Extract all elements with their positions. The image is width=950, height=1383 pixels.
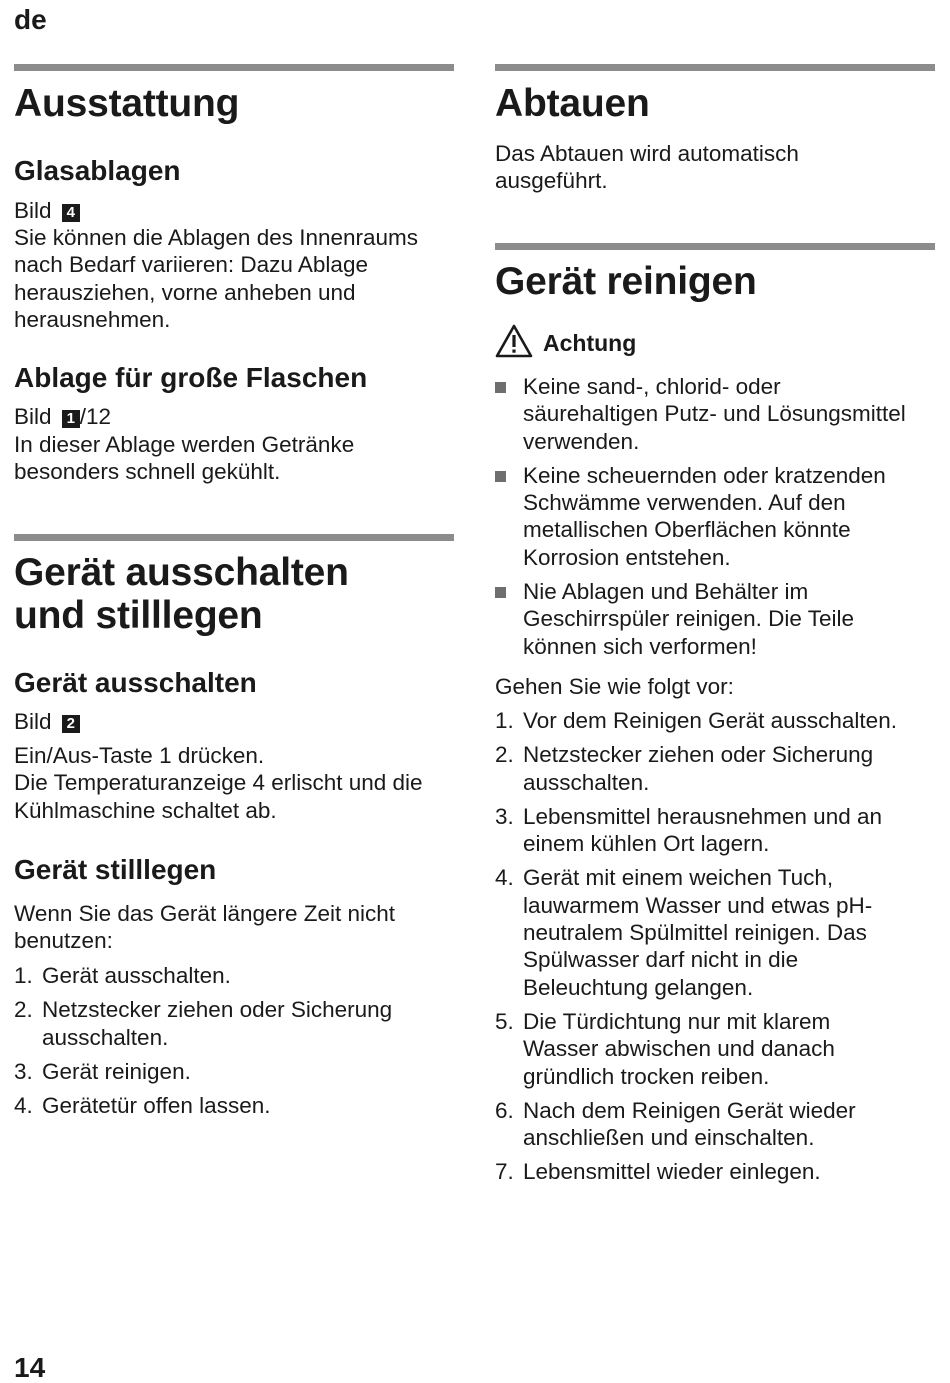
figure-label: Bild bbox=[14, 709, 52, 734]
text-line: Ein/Aus-Taste 1 drücken. bbox=[14, 743, 265, 768]
list-item bbox=[14, 1058, 454, 1085]
paragraph-abtauen bbox=[495, 140, 935, 195]
list-item bbox=[495, 707, 935, 734]
text-line: Lebensmittel herausnehmen und an bbox=[523, 803, 883, 829]
text-line: Geschirrspüler reinigen. Die Teile bbox=[523, 606, 854, 632]
text-line: metallischen Oberflächen könnte bbox=[523, 517, 851, 543]
section-title-ausstattung: Ausstattung bbox=[14, 82, 240, 125]
list-item bbox=[14, 996, 454, 1051]
list-number: 2. bbox=[14, 997, 33, 1023]
figure-reference bbox=[14, 197, 454, 224]
text-line: Schwämme verwenden. Auf den bbox=[523, 490, 846, 516]
title-line: Gerät ausschalten bbox=[14, 551, 349, 594]
text-line: neutralem Spülmittel reinigen. Das bbox=[523, 920, 867, 946]
text-line: Spülwasser darf nicht in die bbox=[523, 947, 799, 973]
text-line: nach Bedarf variieren: Dazu Ablage bbox=[14, 252, 368, 278]
text-line: Gerät reinigen. bbox=[42, 1058, 191, 1084]
section-title-reinigen: Gerät reinigen bbox=[495, 260, 757, 303]
text-line: Kühlmaschine schaltet ab. bbox=[14, 797, 277, 823]
list-item bbox=[14, 1092, 454, 1119]
text-line: Beleuchtung gelangen. bbox=[523, 974, 754, 1000]
square-bullet-icon bbox=[495, 382, 506, 393]
text-line: Gerätetür offen lassen. bbox=[42, 1093, 271, 1119]
text-line: benutzen: bbox=[14, 928, 113, 954]
list-number: 7. bbox=[495, 1159, 514, 1185]
figure-label: Bild bbox=[14, 198, 52, 223]
paragraph-glasablagen bbox=[14, 224, 454, 333]
text-line: herausziehen, vorne anheben und bbox=[14, 279, 356, 305]
text-line: Gerät mit einem weichen Tuch, bbox=[523, 865, 834, 891]
text-line: In dieser Ablage werden Getränke bbox=[14, 432, 355, 457]
figure-label: Bild bbox=[14, 404, 52, 429]
figure-number-badge: 4 bbox=[62, 204, 80, 222]
list-item bbox=[495, 578, 935, 660]
text-line: Korrosion entstehen. bbox=[523, 544, 731, 570]
text-line: besonders schnell gekühlt. bbox=[14, 459, 281, 485]
text-line: Sie können die Ablagen des Innenraums bbox=[14, 225, 419, 250]
text-line: Die Türdichtung nur mit klarem bbox=[523, 1008, 831, 1034]
numbered-list-stilllegen bbox=[14, 962, 454, 1119]
text-line: Nie Ablagen und Behälter im bbox=[523, 579, 809, 605]
list-item bbox=[495, 462, 935, 571]
list-number: 4. bbox=[495, 865, 514, 891]
section-rule bbox=[14, 64, 454, 71]
list-item bbox=[495, 1158, 935, 1185]
warning-label: Achtung bbox=[543, 330, 637, 356]
text-line: ausschalten. bbox=[523, 769, 650, 795]
warning-header bbox=[495, 324, 935, 363]
text-line: einem kühlen Ort lagern. bbox=[523, 831, 770, 857]
steps-intro: Gehen Sie wie folgt vor: bbox=[495, 674, 734, 699]
section-rule bbox=[495, 64, 935, 71]
section-title-ausschalten bbox=[14, 551, 454, 637]
heading-flaschen: Ablage für große Flaschen bbox=[14, 362, 368, 393]
text-line: anschließen und einschalten. bbox=[523, 1125, 815, 1151]
list-number: 3. bbox=[14, 1058, 33, 1084]
figure-suffix: /12 bbox=[79, 404, 112, 429]
text-line: Keine sand-, chlorid- oder bbox=[523, 374, 781, 399]
text-line: lauwarmem Wasser und etwas pH- bbox=[523, 892, 873, 918]
list-item bbox=[495, 373, 935, 455]
text-line: Vor dem Reinigen Gerät ausschalten. bbox=[523, 708, 897, 733]
text-line: Nach dem Reinigen Gerät wieder bbox=[523, 1097, 856, 1123]
text-line: herausnehmen. bbox=[14, 306, 171, 332]
text-line: Lebensmittel wieder einlegen. bbox=[523, 1159, 821, 1185]
figure-reference bbox=[14, 708, 454, 735]
list-item bbox=[495, 1008, 935, 1090]
list-number: 6. bbox=[495, 1097, 514, 1123]
text-line: Das Abtauen wird automatisch bbox=[495, 141, 799, 166]
warning-triangle-icon bbox=[495, 324, 533, 363]
text-line: Wasser abwischen und danach bbox=[523, 1036, 835, 1062]
text-line: gründlich trocken reiben. bbox=[523, 1063, 770, 1089]
text-line: ausgeführt. bbox=[495, 168, 608, 194]
section-rule bbox=[495, 243, 935, 250]
text-line: Gerät ausschalten. bbox=[42, 963, 231, 988]
text-line: verwenden. bbox=[523, 428, 640, 454]
square-bullet-icon bbox=[495, 471, 506, 482]
figure-reference bbox=[14, 403, 454, 430]
text-line: Netzstecker ziehen oder Sicherung bbox=[523, 742, 874, 768]
heading-glasablagen: Glasablagen bbox=[14, 155, 181, 186]
text-line: können sich verformen! bbox=[523, 633, 757, 659]
warning-list bbox=[495, 373, 935, 660]
section-rule bbox=[14, 534, 454, 541]
list-number: 3. bbox=[495, 803, 514, 829]
heading-geraet-stilllegen: Gerät stilllegen bbox=[14, 854, 217, 885]
list-item bbox=[495, 864, 935, 1000]
paragraph-geraet-ausschalten bbox=[14, 742, 454, 824]
text-line: säurehaltigen Putz- und Lösungsmittel bbox=[523, 401, 906, 427]
list-item bbox=[14, 962, 454, 989]
text-line: Wenn Sie das Gerät längere Zeit nicht bbox=[14, 901, 396, 926]
numbered-list-reinigen bbox=[495, 707, 935, 1186]
text-line: Keine scheuernden oder kratzenden bbox=[523, 462, 886, 488]
figure-number-badge: 2 bbox=[62, 715, 80, 733]
page-number: 14 bbox=[14, 1352, 46, 1383]
text-line: Die Temperaturanzeige 4 erlischt und die bbox=[14, 770, 423, 796]
list-number: 1. bbox=[14, 963, 33, 988]
list-item bbox=[495, 803, 935, 858]
square-bullet-icon bbox=[495, 587, 506, 598]
title-line: und stilllegen bbox=[14, 594, 263, 637]
heading-geraet-ausschalten: Gerät ausschalten bbox=[14, 667, 257, 698]
section-title-abtauen: Abtauen bbox=[495, 82, 650, 125]
text-line: ausschalten. bbox=[42, 1024, 169, 1050]
list-item bbox=[495, 1097, 935, 1152]
figure-number-badge: 1 bbox=[62, 410, 80, 428]
list-item bbox=[495, 741, 935, 796]
paragraph-stilllegen-intro bbox=[14, 900, 454, 955]
text-line: Netzstecker ziehen oder Sicherung bbox=[42, 997, 393, 1023]
list-number: 4. bbox=[14, 1093, 33, 1119]
paragraph-flaschen bbox=[14, 431, 454, 486]
list-number: 1. bbox=[495, 708, 514, 733]
list-number: 5. bbox=[495, 1008, 514, 1034]
list-number: 2. bbox=[495, 742, 514, 768]
language-code: de bbox=[14, 4, 47, 35]
